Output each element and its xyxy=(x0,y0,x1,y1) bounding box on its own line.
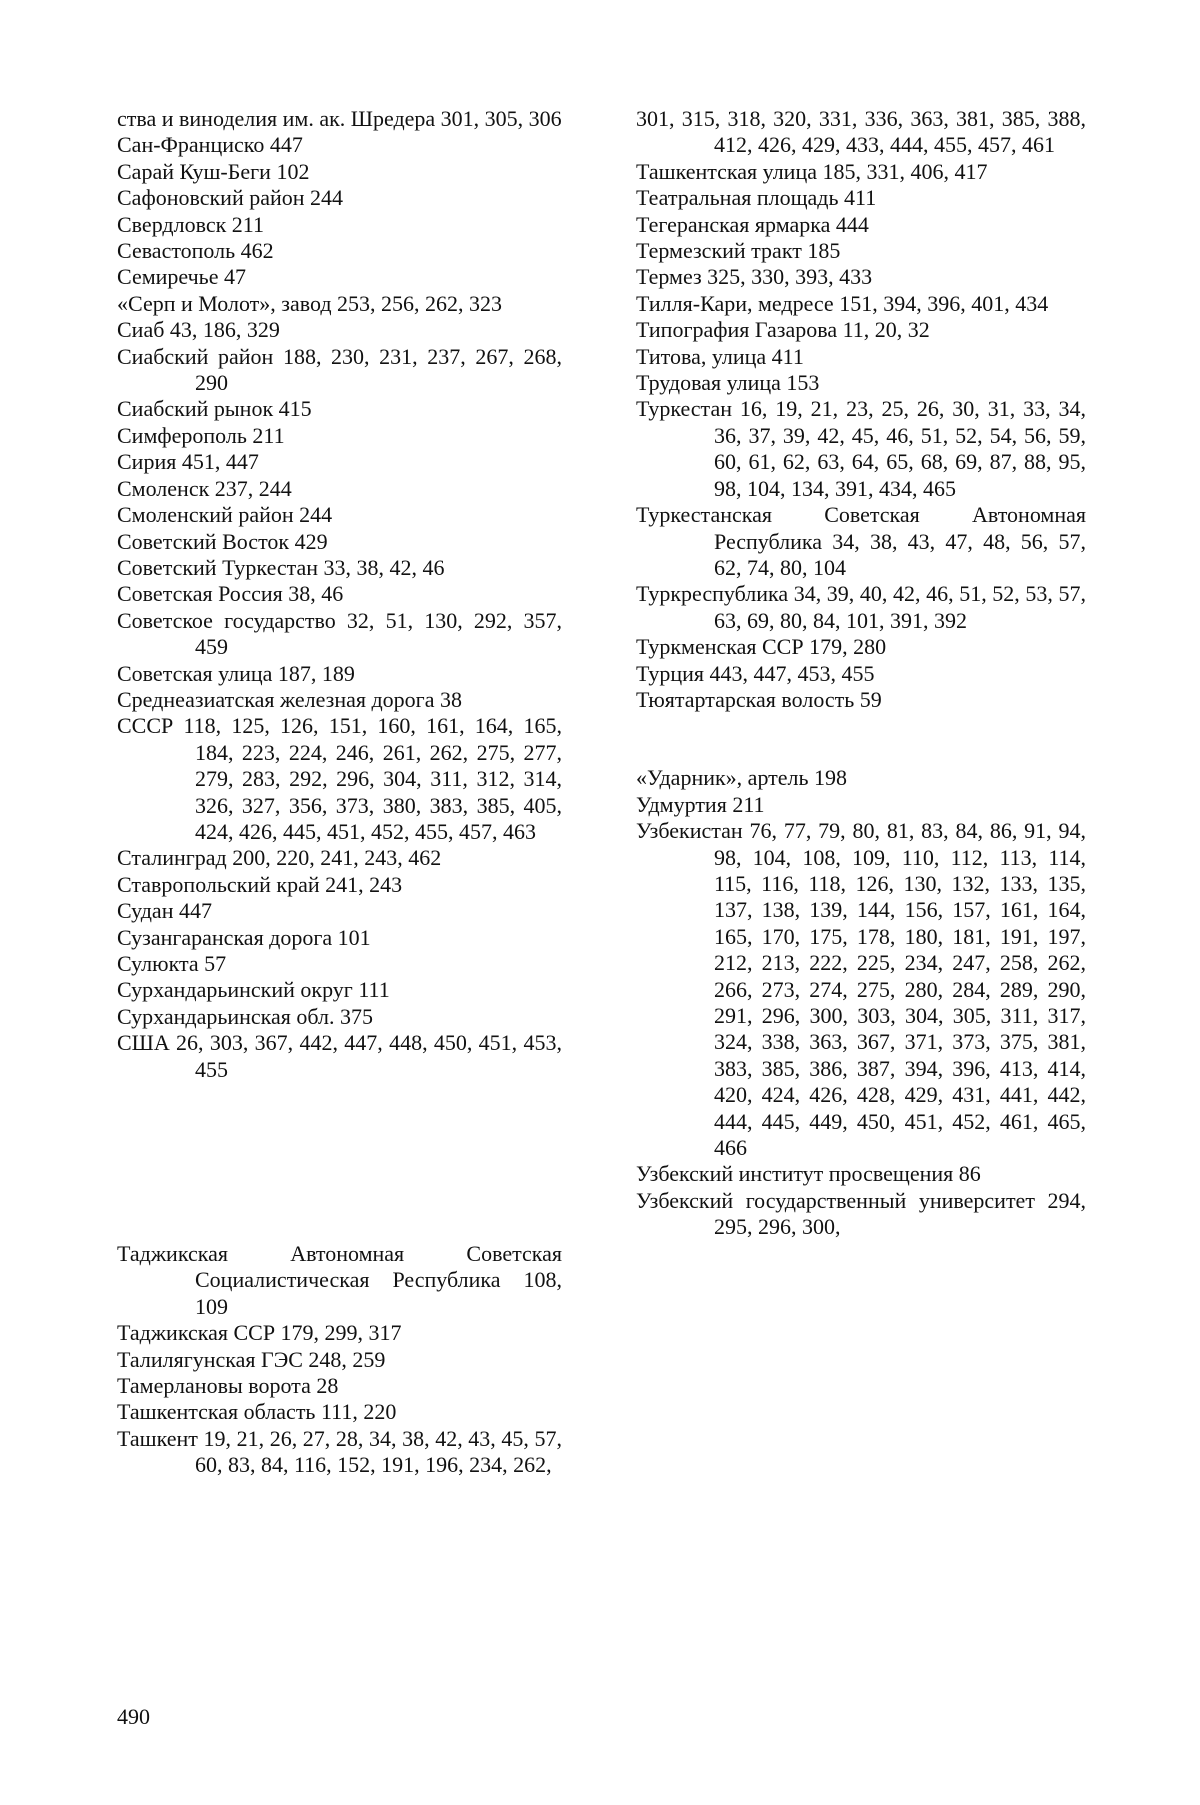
index-entry: Сулюкта 57 xyxy=(117,951,227,976)
index-entry: «Ударник», артель 198 xyxy=(636,765,848,791)
index-entry: ства и виноделия им. ак. Шредера 301, 305, 306 xyxy=(117,106,562,131)
index-entry: Симферополь 211 xyxy=(117,422,285,448)
index-entry: Севастополь 462 xyxy=(117,238,274,264)
index-entry: Смоленск 237, 244 xyxy=(117,475,292,501)
index-entry: Узбекский государственный университет 294, 295, 296, 300, xyxy=(636,1187,1086,1240)
index-entry: Советский Восток 429 xyxy=(117,528,328,554)
index-entry: Театральная площадь 411 xyxy=(636,185,877,211)
index-entry: Тамерлановы ворота 28 xyxy=(117,1373,339,1399)
index-entry: Узбекский институт просвещения 86 xyxy=(636,1161,981,1187)
index-column-right xyxy=(636,106,1086,1241)
index-entry: Титова, улица 411 xyxy=(636,343,804,369)
index-entry: Тегеранская ярмарка 444 xyxy=(636,211,869,237)
index-entry: Сурхандарьинский округ 111 xyxy=(117,977,390,1003)
index-entry: Термезский тракт 185 xyxy=(636,238,841,264)
index-entry: Ставропольский край 241, 243 xyxy=(117,871,403,897)
index-entry: Судан 447 xyxy=(117,898,212,924)
index-entry: Советская улица 187, 189 xyxy=(117,660,355,686)
index-entry: Удмуртия 211 xyxy=(636,791,765,817)
index-entry: Туркестанская Советская Автономная Республика 34, 38, 43, 47, 48, 56, 57, 62, 74, 80, 104 xyxy=(636,502,1086,580)
index-entry: Сурхандарьинская обл. 375 xyxy=(117,1003,374,1029)
index-entry: 301, 315, 318, 320, 331, 336, 363, 381, 385, 388, 412, 426, 429, 433, 444, 455, 457, 461 xyxy=(636,106,1086,158)
index-entry: Среднеазиатская железная дорога 38 xyxy=(117,686,462,712)
index-entry: Сиабский рынок 415 xyxy=(117,396,312,422)
index-entry: Таджикская ССР 179, 299, 317 xyxy=(117,1320,402,1346)
index-entry: Таджикская Автономная Советская Социалистическая Республика 108, 109 xyxy=(117,1241,562,1319)
index-entry: Ташкентская улица 185, 331, 406, 417 xyxy=(636,158,988,184)
index-entry: Ташкентская область 111, 220 xyxy=(117,1399,397,1425)
index-entry: Термез 325, 330, 393, 433 xyxy=(636,264,873,290)
page-number: 490 xyxy=(117,1704,150,1729)
index-entry: Туркменская ССР 179, 280 xyxy=(636,634,887,660)
index-entry: Талилягунская ГЭС 248, 259 xyxy=(117,1346,386,1372)
index-entry: США 26, 303, 367, 442, 447, 448, 450, 451, 453, 455 xyxy=(117,1030,562,1082)
section-gap xyxy=(117,1083,562,1241)
index-entry: Сиабский район 188, 230, 231, 237, 267, 268, 290 xyxy=(117,343,562,396)
index-entry: «Серп и Молот», завод 253, 256, 262, 323 xyxy=(117,290,503,316)
index-entry: Семиречье 47 xyxy=(117,264,246,290)
index-entry: Сарай Куш-Беги 102 xyxy=(117,158,310,184)
index-entry: Узбекистан 76, 77, 79, 80, 81, 83, 84, 86, 91, 94, 98, 104, 108, 109, 110, 112, 113, 114, 115, 116, 118, 126, 130, 132, 133, 135, 137, 138, 139, 144, 156, 157, 161, 164, 165, 170, 175, 178, 180, 181, 191, 197, 212, 213, 222, 225, 234, 247, 258, 262, 266, 273, 274, 275, 280, 284, 289, 290, 291, 296, 300, 303, 304, 305, 311, 317, 324, 338, 363, 367, 371, 373, 375, 381, 383, 385, 386, 387, 394, 396, 413, 414, 420, 424, 426, 428, 429, 431, 441, 442, 444, 445, 449, 450, 451, 452, 461, 465, 466 xyxy=(636,818,1086,1161)
index-entry: Сталинград 200, 220, 241, 243, 462 xyxy=(117,845,442,871)
index-entry: СССР 118, 125, 126, 151, 160, 161, 164, 165, 184, 223, 224, 246, 261, 262, 275, 277, 279, 283, 292, 296, 304, 311, 312, 314, 326, 327, 356, 373, 380, 383, 385, 405, 424, 426, 445, 451, 452, 455, 457, 463 xyxy=(117,713,562,844)
index-entry: Сирия 451, 447 xyxy=(117,449,259,475)
index-entry: Тилля-Кари, медресе 151, 394, 396, 401, 434 xyxy=(636,290,1049,316)
index-entry: Типография Газарова 11, 20, 32 xyxy=(636,317,930,343)
section-gap xyxy=(636,713,1086,765)
index-entry: Туркреспублика 34, 39, 40, 42, 46, 51, 52, 53, 57, 63, 69, 80, 84, 101, 391, 392 xyxy=(636,581,1086,633)
index-entry: Ташкент 19, 21, 26, 27, 28, 34, 38, 42, 43, 45, 57, 60, 83, 84, 116, 152, 191, 196, 234, 262, xyxy=(117,1425,562,1478)
index-entry: Сузангаранская дорога 101 xyxy=(117,924,371,950)
index-entry: Туркестан 16, 19, 21, 23, 25, 26, 30, 31, 33, 34, 36, 37, 39, 42, 45, 46, 51, 52, 54, 56, 59, 60, 61, 62, 63, 64, 65, 68, 69, 87, 88, 95, 98, 104, 134, 391, 434, 465 xyxy=(636,396,1086,501)
index-entry: Турция 443, 447, 453, 455 xyxy=(636,660,875,686)
index-entry: Смоленский район 244 xyxy=(117,502,333,528)
index-entry: Сиаб 43, 186, 329 xyxy=(117,317,280,343)
index-entry: Советский Туркестан 33, 38, 42, 46 xyxy=(117,554,445,580)
index-entry: Советская Россия 38, 46 xyxy=(117,581,344,607)
index-entry: Сан-Франциско 447 xyxy=(117,132,303,158)
index-entry: Трудовая улица 153 xyxy=(636,370,820,396)
index-column-left xyxy=(117,106,562,1479)
index-entry: Свердловск 211 xyxy=(117,211,264,237)
index-entry: Советское государство 32, 51, 130, 292, 357, 459 xyxy=(117,607,562,660)
index-entry: Сафоновский район 244 xyxy=(117,185,344,211)
index-entry: Тюятартарская волость 59 xyxy=(636,686,882,712)
